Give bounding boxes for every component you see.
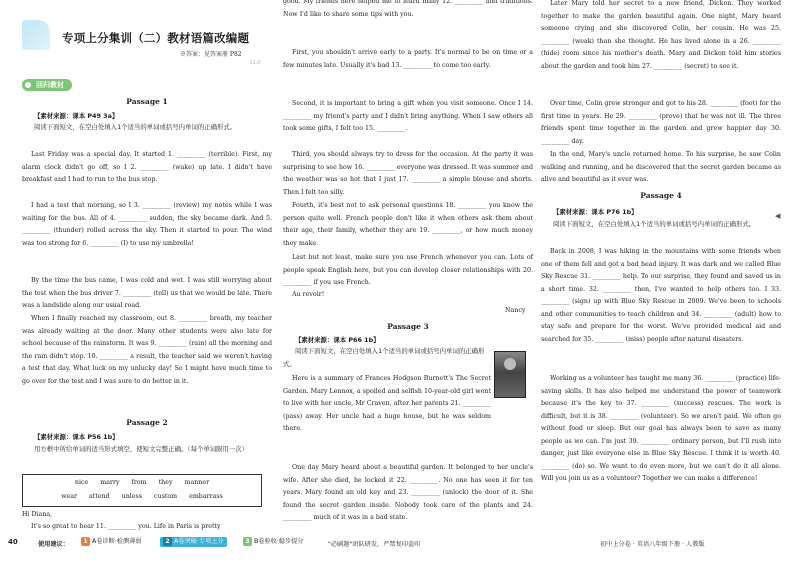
passage2-title: Passage 2 bbox=[126, 418, 168, 427]
footer-book-title: 初中上分卷 · 英语八年级下册 · 人教版 bbox=[600, 541, 705, 548]
passage1-paragraph-2: I had a test that morning, so I 3. _________ (review) my notes while I was waiting for the bus. All of 4. _________ sudden, the sky became dark. And 5. _________ (thunder) rolled across the sky. Then it started to pour. The wind was too strong for 6. _________ (I) to use my umbrella! bbox=[22, 202, 272, 247]
answer-reference: ※答案：见答案册 P82 bbox=[180, 51, 242, 58]
passage4-paragraph-2: Working as a volunteer has taught me many 36. _________ (practice) life-saving skills. It has also helped me understand the power of teamwork because it's the key to 37. _________ (success) rescues. The work is difficult, but it is 38. _________ (volunteer). So we aren't paid. We often go without food or sleep. But our goal has always been to save as many people as we can. I'm just 39. _________ ordinary person, but I'll rush into danger, just like everyone else in Blue Sky Rescue. I think it is worth 40. _________ (do) so. We want to do even more, but we can't do it all alone. Will you join us as a volunteer? Together we can make a difference! bbox=[541, 375, 781, 483]
passage4-instruction: 阅读下面短文，在空白处填入1个适当的单词或括号内单词的正确形式。 bbox=[553, 220, 756, 228]
page-number: 40 bbox=[8, 538, 18, 546]
secret-garden-book-image bbox=[494, 351, 526, 398]
answer-reference-small: LL0 bbox=[250, 60, 261, 66]
passage4-title: Passage 4 bbox=[640, 191, 682, 200]
passage2-paragraph-6: Last but not least, make sure you use French whenever you can. Lots of people speak English here, but you can develop closer relationships with 20. _________ if you use French. bbox=[283, 254, 533, 287]
passage3-paragraph-2: One day Mary heard about a beautiful garden. It belonged to her uncle's wife. After she died, he locked it 22. _________. No one has seen it for ten years. Mary found an old key and 23. _________ (unlock) the door of it. She found the secret garden inside. Nobody took care of the plants and 24. _________ much of it was in a bad state. bbox=[283, 464, 533, 522]
step-2-number: 2 bbox=[163, 537, 172, 546]
passage2-paragraph-3: Second, it is important to bring a gift when you visit someone. Once I 14. _________ my friend's party and I didn't bring anything. When I saw others all took some gifts, I felt too 15. _________. bbox=[283, 100, 533, 133]
passage2-paragraph-1-start: It's so great to hear 11. _________ you. Life in Paris is pretty bbox=[31, 523, 221, 530]
passage3-instruction: 阅读下面短文，在空白处填入1个适当的单词或括号内单词的正确形式。 bbox=[283, 347, 485, 368]
passage4-paragraph-1: Back in 2008, I was hiking in the mountains with some friends when one of them fell and got a bad head injury. It was dark and we called Blue Sky Rescue 31. _________ help. To our surprise, they found and saved us in a short time. 32. _________ then, I've wanted to help others too. I 33. _________ (sign) up with Blue Sky Rescue in 2009. We've been to schools and other communities to teach children and 34. _________ (adult) how to stay safe and prepare for the worst. We've provided medical aid and searched for 35. _________ (miss) people after natural disasters. bbox=[541, 248, 781, 343]
passage1-paragraph-1: Last Friday was a special day. It started 1. _________ (terrible). First, my alarm clock didn't go off, so I 2. _________ (wake) up late. I didn't have breakfast and I had to run to the bus stop. bbox=[22, 151, 272, 184]
passage2-paragraph-4: Third, you should always try to dress for the occasion. At the party it was surprising to see how 16. _________ everyone was dressed. It was summer and the weather was so hot that I just 17. _________ a simple blouse and shorts. Then I felt too silly. bbox=[283, 151, 533, 196]
passage1-paragraph-3: By the time the bus came, I was cold and wet. I was still worrying about the test when the bus driver 7. _________ (tell) us that we would be late. There was a landslide along our usual road. bbox=[22, 277, 272, 310]
section-badge bbox=[22, 79, 72, 91]
footer-copyright: "必刷题"团队研发，严禁复印盗印 bbox=[328, 541, 421, 548]
passage2-p1-tail: good. My friends here helped me to learn many 12. _________ and traditions. Now I'd like to share some tips with you. bbox=[283, 0, 533, 18]
passage2-paragraph-1-cont bbox=[283, 0, 533, 44]
step-1-text: A卷诊断·检测薄弱 bbox=[92, 538, 142, 545]
passage3-paragraph-1: Here is a summary of Frances Hodgson Burnett's The Secret Garden. Mary Lennox, a spoiled and selfish 10-year-old girl went to live with her uncle, Mr Craven, after her parents 21. _________ (pass) away. Her uncle had a huge house, but he was seldom there. bbox=[283, 375, 491, 433]
passage2-greeting: Hi Diana, bbox=[22, 511, 53, 518]
step-2-text: A卷突破·专项上分 bbox=[174, 538, 224, 545]
passage3-source: 【素材来源：课本 P66 1b】 bbox=[295, 336, 380, 344]
word-box bbox=[22, 474, 262, 507]
passage2-closing: Au revoir! bbox=[292, 291, 325, 298]
passage3-paragraph-5: In the end, Mary's uncle returned home. To his surprise, he saw Colin walking and running, and he discovered that the secret garden became as alive and beautiful as it ever was. bbox=[541, 151, 781, 184]
page-footer bbox=[0, 534, 800, 550]
step-3-text: B卷验收·稳步提分 bbox=[254, 538, 304, 545]
passage1-title: Passage 1 bbox=[126, 97, 168, 106]
logo-icon bbox=[22, 20, 50, 50]
passage2-signature: Nancy bbox=[505, 307, 526, 314]
footer-step-2 bbox=[160, 537, 227, 547]
badge-dot-icon bbox=[25, 82, 31, 88]
passage3-paragraph-4: Over time, Colin grew stronger and got to his 28. _________ (foot) for the first time in years. He 29. _________ (prove) that he was not ill. The three friends spent time together in the garden and grew happier day 30. _________ day. bbox=[541, 100, 781, 145]
passage2-paragraph-2: First, you shouldn't arrive early to a party. It's normal to be on time or a few minutes late. Usually it's bad 13. _________ to come too early. bbox=[283, 49, 533, 69]
step-1-number: 1 bbox=[81, 537, 90, 546]
passage2-instruction: 用方框中所给单词的适当形式填空，使短文完整正确。（每个单词限用一次） bbox=[34, 445, 249, 453]
passage1-instruction: 阅读下面短文，在空白处填入1个适当的单词或括号内单词的正确形式。 bbox=[34, 123, 237, 131]
passage3-title: Passage 3 bbox=[387, 322, 429, 331]
page-header bbox=[22, 18, 272, 68]
section-badge-label: 回归教材 bbox=[36, 81, 64, 89]
passage1-source: 【素材来源：课本 P49 3a】 bbox=[34, 112, 119, 120]
word-box-row-1: nice marry from they manner bbox=[74, 479, 210, 486]
footer-step-1 bbox=[78, 537, 145, 547]
passage2-source: 【素材来源：课本 P56 1b】 bbox=[34, 433, 119, 441]
passage2-paragraph-5: Fourth, it's best not to ask personal questions 18. _________ you know the person quite well. French people don't like it when others ask them about their age, their family, whether they are 19. _________, or how much money they make. bbox=[283, 202, 533, 247]
step-3-number: 3 bbox=[243, 537, 252, 546]
page-title: 专项上分集训（二）教材语篇改编题 bbox=[62, 31, 250, 45]
passage4-source: 【素材来源：课本 P76 1b】 bbox=[553, 208, 638, 216]
word-box-row-2: wear attend unless custom embarrass bbox=[61, 493, 223, 500]
footer-step-3 bbox=[240, 537, 307, 547]
passage3-paragraph-3: Later Mary told her secret to a new friend, Dickon. They worked together to make the garden beautiful again. One night, Mary heard someone crying and she discovered Colin, her cousin. He was 25. _________ (weak) than she thought. He has lived alone in a 26. _________ (hide) room since his mother's death. Mary and Dickon told him stories about the garden and took him 27. _________ (secret) to see it. bbox=[541, 0, 781, 70]
passage1-paragraph-4: When I finally reached my classroom, out 8. _________ breath, my teacher was already waiting at the door. Many other students were also late for school because of the rainstorm. It was 9. _________ (rain) all the morning and the rain didn't stop. 10. _________ a result, the teacher said we weren't having a test that day. What luck on my unlucky day! So I might have much time to go over for the test and I was sure to do better in it. bbox=[22, 315, 272, 385]
footer-hint-label: 使用建议： bbox=[38, 541, 69, 548]
side-arrow-icon: ◀ bbox=[775, 212, 781, 220]
